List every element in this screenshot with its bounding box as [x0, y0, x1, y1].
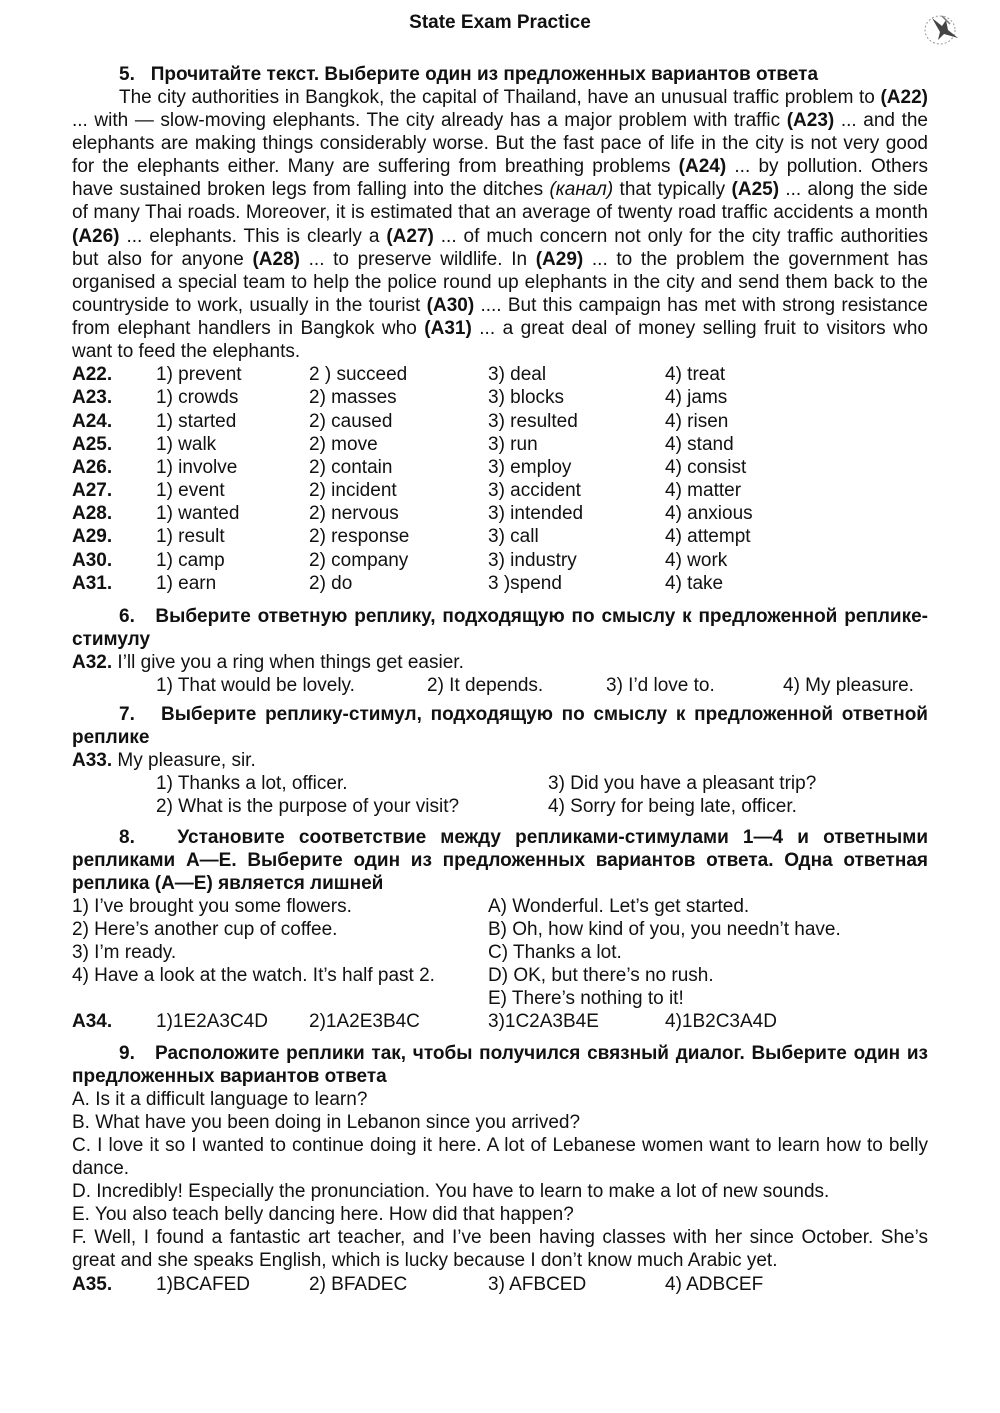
option[interactable]: 1) That would be lovely.: [156, 675, 355, 696]
option-row-a31: A31. 1) earn 2) do 3 )spend 4) take: [72, 572, 928, 595]
option[interactable]: 4) attempt: [665, 526, 751, 548]
option[interactable]: 2) move: [309, 433, 378, 455]
option[interactable]: 2) incident: [309, 480, 397, 502]
option[interactable]: 2) What is the purpose of your visit?: [156, 796, 460, 817]
option[interactable]: 2) company: [309, 549, 409, 571]
option[interactable]: 2) response: [309, 526, 410, 548]
task5-passage: The city authorities in Bangkok, the capital of Thailand, have an unusual traffic problem to (A22) ... with — slow-moving elephants. The city already has a major problem with traffic (A23) ... and the elephants are making things considerably worse. But the fast pace of life in the city is not very good for the elephants either. Many are suffering from breathing problems (A24) ... by pollution. Others have sustained broken legs from falling into the ditches (канал) that typically (A25) ... along the side of many Thai roads. Moreover, it is estimated that an average of twenty road traffic accidents a month (A26) ... elephants. This is clearly a (A27) ... of much concern not only for the city traffic authorities but also for anyone (A28) ... to preserve wildlife. In (A29) ... to the problem the government has organised a special team to help the police round up elephants in the city and send them back to the countryside to work, usually in the tourist (A30) .... But this campaign has met with strong resistance from elephant handlers in Bangkok who (A31) ... a great deal of money selling fruit to visitors who want to feed the elephants.: [72, 87, 929, 363]
option-row-a22: A22. 1) prevent 2 ) succeed 3) deal 4) treat: [72, 363, 928, 386]
dialogue-line: C. I love it so I wanted to continue doing it here. A lot of Lebanese women want to learn how to belly dance.: [72, 1135, 928, 1180]
task8-row: 4) Have a look at the watch. It’s half past 2. D) OK, but there’s no rush.: [72, 965, 714, 986]
task7-question: A33. My pleasure, sir.: [72, 750, 256, 771]
option-row-a25: A25. 1) walk 2) move 3) run 4) stand: [72, 433, 928, 456]
option[interactable]: 1) earn: [156, 572, 217, 594]
option-row-a27: A27. 1) event 2) incident 3) accident 4) matter: [72, 479, 928, 502]
option[interactable]: 4) take: [665, 572, 724, 594]
task8-row: 2) Here’s another cup of coffee. B) Oh, how kind of you, you needn’t have.: [72, 919, 841, 940]
option[interactable]: 3) I’d love to.: [606, 675, 715, 696]
option[interactable]: 1)1E2A3C4D: [156, 1011, 268, 1032]
task8-row: E) There’s nothing to it!: [488, 988, 684, 1009]
option-row-a26: A26. 1) involve 2) contain 3) employ 4) consist: [72, 456, 928, 479]
page-title: State Exam Practice: [409, 12, 591, 33]
option[interactable]: 1) walk: [156, 433, 217, 455]
option[interactable]: 2)1A2E3B4C: [309, 1011, 420, 1032]
task6-heading: 6. Выберите ответную реплику, подходящую по смыслу к предложенной реплике-стимулу: [72, 606, 928, 650]
task9-answers: A35. 1)BCAFED 2) BFADEC 3) AFBCED 4) ADBCEF: [72, 1273, 928, 1296]
option-row-a28: A28. 1) wanted 2) nervous 3) intended 4) anxious: [72, 502, 928, 525]
option[interactable]: 1)BCAFED: [156, 1273, 250, 1295]
option[interactable]: 1) result: [156, 526, 225, 548]
task8-heading: 8. Установите соответствие между репликами-стимулами 1—4 и ответными репликами А—Е. Выберите один из предложенных вариантов ответа. Одна ответная реплика (А—Е) является лишней: [72, 827, 928, 894]
option[interactable]: 3) run: [488, 433, 538, 455]
option[interactable]: 3 )spend: [488, 572, 562, 594]
task7-options-row1: [72, 772, 928, 795]
option[interactable]: 3) resulted: [488, 410, 578, 432]
option[interactable]: 4) anxious: [665, 503, 753, 525]
option[interactable]: 1) camp: [156, 549, 225, 571]
option[interactable]: 4) consist: [665, 456, 747, 478]
option-row-a23: A23. 1) crowds 2) masses 3) blocks 4) jams: [72, 386, 928, 409]
option[interactable]: 4) work: [665, 549, 728, 571]
option[interactable]: 2) It depends.: [427, 675, 544, 696]
task7-heading: 7. Выберите реплику-стимул, подходящую по смыслу к предложенной ответной реплике: [72, 704, 928, 748]
option[interactable]: 4) Sorry for being late, officer.: [548, 796, 797, 817]
task5-options: [72, 363, 928, 595]
option[interactable]: 3) call: [488, 526, 539, 548]
option-row-a30: A30. 1) camp 2) company 3) industry 4) work: [72, 549, 928, 572]
option[interactable]: 4) risen: [665, 410, 729, 432]
dialogue-line: E. You also teach belly dancing here. How did that happen?: [72, 1204, 574, 1226]
option[interactable]: 2) contain: [309, 456, 393, 478]
dialogue-line: A. Is it a difficult language to learn?: [72, 1089, 368, 1111]
option[interactable]: 1) Thanks a lot, officer.: [156, 773, 348, 794]
option[interactable]: 4) jams: [665, 387, 728, 409]
option[interactable]: 3) industry: [488, 549, 577, 571]
option[interactable]: 3) employ: [488, 456, 572, 478]
task6-options: [72, 674, 928, 697]
dialogue-line: B. What have you been doing in Lebanon since you arrived?: [72, 1112, 581, 1134]
option[interactable]: 1) crowds: [156, 387, 239, 409]
task5-heading: 5. Прочитайте текст. Выберите один из предложенных вариантов ответа: [119, 64, 819, 85]
option[interactable]: 4) matter: [665, 480, 742, 502]
option[interactable]: 3) blocks: [488, 387, 565, 409]
task6-question: A32. I’ll give you a ring when things get easier.: [72, 652, 464, 673]
option[interactable]: 1) started: [156, 410, 237, 432]
option[interactable]: 1) wanted: [156, 503, 240, 525]
option[interactable]: 3) accident: [488, 480, 581, 502]
option[interactable]: 4) treat: [665, 364, 726, 386]
option[interactable]: 2) nervous: [309, 503, 399, 525]
dialogue-line: F. Well, I found a fantastic art teacher, and I’ve been having classes with her since October. She’s great and she speaks English, which is lucky because I don’t know much Arabic yet.: [72, 1227, 928, 1272]
task8-answers: A34. 1)1E2A3C4D 2)1A2E3B4C 3)1C2A3B4E 4)1B2C3A4D: [72, 1010, 928, 1033]
option[interactable]: 3) deal: [488, 364, 547, 386]
option[interactable]: 4) stand: [665, 433, 734, 455]
dialogue-line: D. Incredibly! Especially the pronunciation. You have to learn to make a lot of new sounds.: [72, 1181, 830, 1203]
option[interactable]: 3) Did you have a pleasant trip?: [548, 773, 817, 794]
option[interactable]: 3) intended: [488, 503, 584, 525]
option[interactable]: 4)1B2C3A4D: [665, 1011, 777, 1032]
task7-options-row2: [72, 795, 928, 818]
task8-row: 3) I’m ready. C) Thanks a lot.: [72, 942, 622, 963]
option[interactable]: 1) prevent: [156, 364, 242, 386]
option[interactable]: 4) My pleasure.: [783, 675, 914, 696]
option-row-a29: A29. 1) result 2) response 3) call 4) attempt: [72, 525, 928, 548]
option[interactable]: 3)1C2A3B4E: [488, 1011, 599, 1032]
task9-heading: 9. Расположите реплики так, чтобы получился связный диалог. Выберите один из предложенных вариантов ответа: [72, 1043, 928, 1088]
option[interactable]: 1) event: [156, 480, 225, 502]
option[interactable]: 2 ) succeed: [309, 364, 408, 386]
option[interactable]: 2) BFADEC: [309, 1273, 408, 1295]
task8-row: 1) I’ve brought you some flowers. A) Wonderful. Let’s get started.: [72, 896, 750, 917]
option[interactable]: 3) AFBCED: [488, 1273, 587, 1295]
option[interactable]: 2) caused: [309, 410, 393, 432]
option[interactable]: 1) involve: [156, 456, 238, 478]
option[interactable]: 2) do: [309, 572, 353, 594]
option[interactable]: 2) masses: [309, 387, 397, 409]
option[interactable]: 4) ADBCEF: [665, 1273, 764, 1295]
option-row-a24: A24. 1) started 2) caused 3) resulted 4) risen: [72, 410, 928, 433]
